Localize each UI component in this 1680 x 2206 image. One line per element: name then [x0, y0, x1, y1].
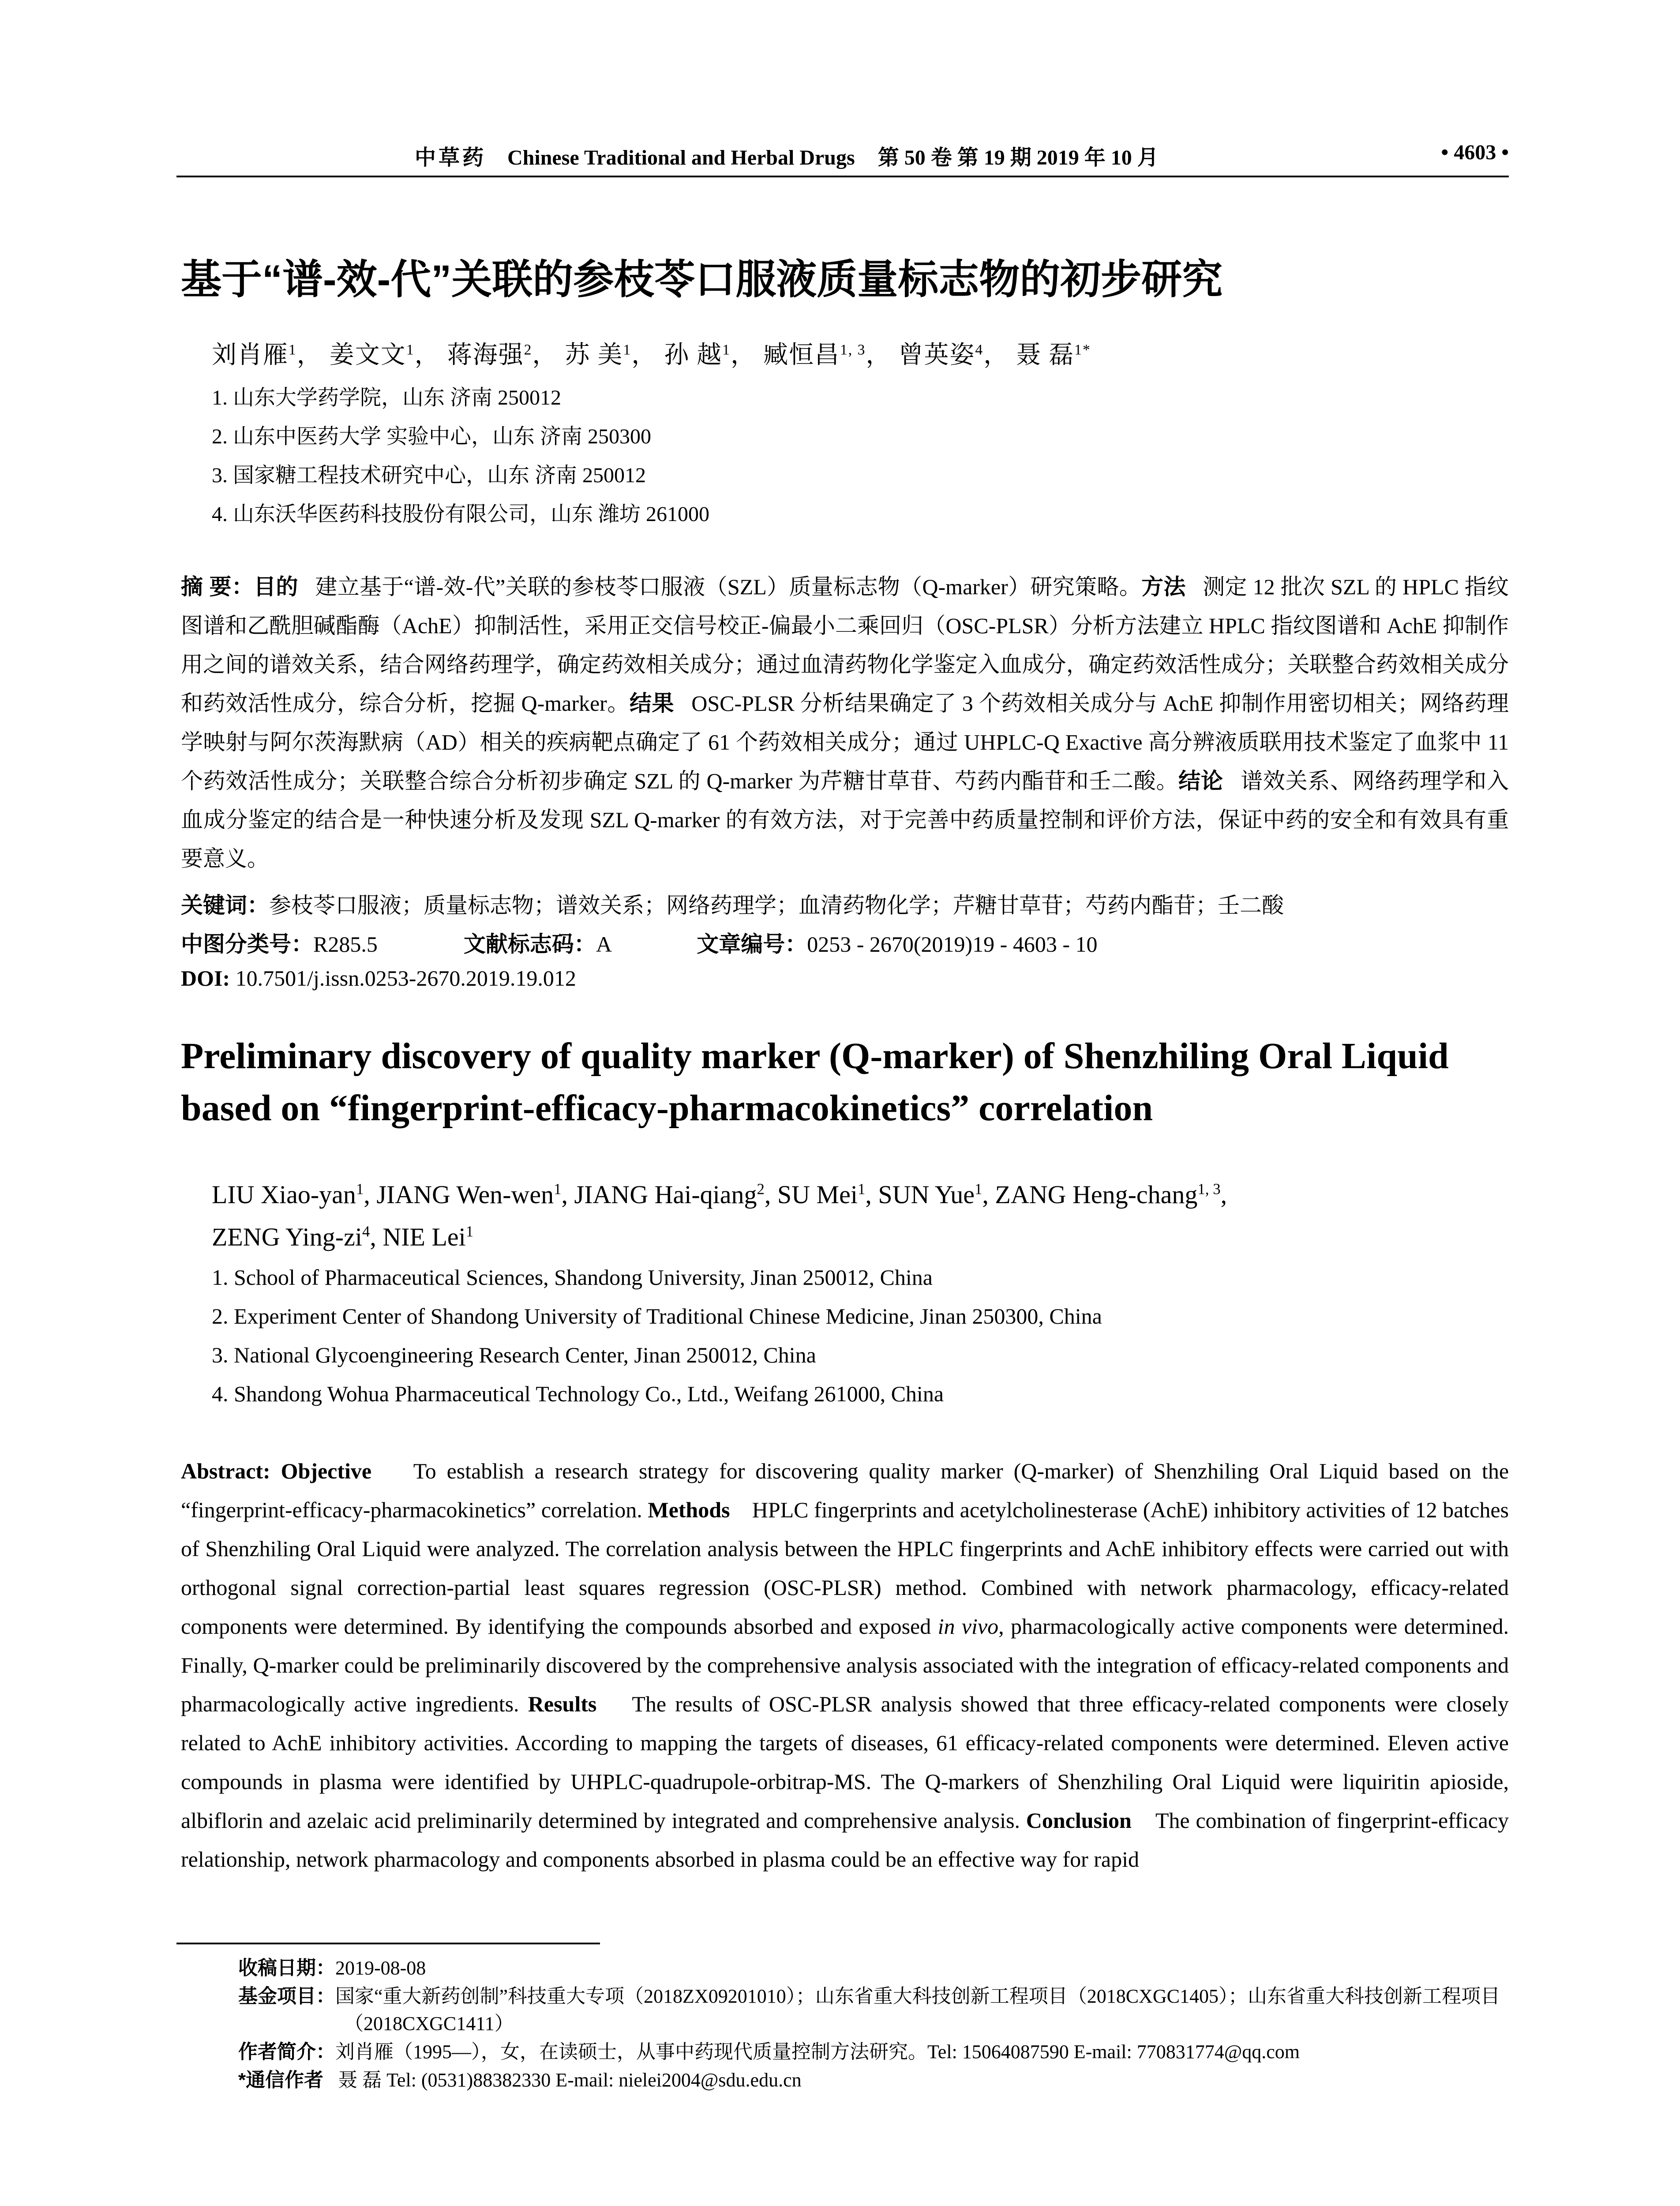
- en-conclusion-text: The combination of fingerprint-efficacy relationship, network pharmacology and components absorbed in plasma could be an effective way for rapid: [181, 1808, 1509, 1872]
- en-affiliation: 1. School of Pharmaceutical Sciences, Shandong University, Jinan 250012, China: [212, 1265, 933, 1290]
- en-affiliation: 2. Experiment Center of Shandong University of Traditional Chinese Medicine, Jinan 250300, China: [212, 1304, 1102, 1328]
- doi-value: 10.7501/j.issn.0253-2670.2019.19.012: [235, 966, 576, 990]
- en-results-text: The results of OSC-PLSR analysis showed that three efficacy-related components were closely related to AchE inhibitory activities. According to mapping the targets of diseases, 61 efficacy-related components were determined. Eleven active compounds in plasma were identified by UHPLC-quadrupole-orbitrap-MS. The Q-markers of Shenzhiling Oral Liquid were liquiritin apioside, albiflorin and azelaic acid preliminarily determined by integrated and comprehensive analysis.: [181, 1692, 1509, 1833]
- en-title: Preliminary discovery of quality marker (Q-marker) of Shenzhiling Oral Liquid based on “fingerprint-efficacy-pharmacokinetics” correlation: [181, 1035, 1449, 1129]
- en-conclusion-label: Conclusion: [1026, 1808, 1132, 1833]
- cn-author: 蒋海强$^2$: [447, 341, 532, 369]
- en-objective-label: Objective: [281, 1459, 372, 1483]
- en-abstract-label: Abstract:: [181, 1459, 270, 1483]
- keywords-text: 参枝苓口服液；质量标志物；谱效关系；网络药理学；血清药物化学；芹糖甘草苷；芍药内酯苷；壬二酸: [269, 893, 1284, 918]
- cn-keywords: [181, 888, 1284, 919]
- bio-label: 作者简介：: [238, 2041, 335, 2063]
- page-number: • 4603 •: [1441, 141, 1509, 164]
- corr-text: 聂 磊 Tel: (0531)88382330 E-mail: nielei2004@sdu.edu.cn: [338, 2069, 802, 2091]
- en-author-list: LIU Xiao-yan$^1$, JIANG Wen-wen$^1$, JIANG Hai-qiang$^2$, SU Mei$^1$, SUN Yue$^1$, ZANG Heng-chang$^{1, 3}$, ZENG Ying-$zi^4$, NIE Lei$^1$: [212, 1180, 1227, 1251]
- cn-methods-text: 测定 12 批次 SZL 的 HPLC 指纹图谱和乙酰胆碱酯酶（AchE）抑制活性，采用正交信号校正-偏最小二乘回归（OSC-PLSR）分析方法建立 HPLC 指纹图谱和 AchE 抑制作用之间的谱效关系，结合网络药理学，确定药效相关成分；通过血清药物化学鉴定入血成分，确定药效活性成分；关联整合药效相关成分和药效活性成分，综合分析，挖掘 Q-marker。: [181, 574, 1509, 716]
- cn-objective-label: 目的: [254, 574, 298, 599]
- received-date: 2019-08-08: [335, 1957, 426, 1979]
- cn-author: 刘肖雁$^1$: [212, 341, 297, 369]
- en-methods-label: Methods: [648, 1497, 730, 1522]
- journal-name-en: Chinese Traditional and Herbal Drugs: [507, 146, 855, 169]
- en-author: ZENG Ying-$zi^4$: [212, 1223, 370, 1251]
- en-objective-text: To establish a research strategy for discovering quality marker (Q-marker) of Shenzhiling Oral Liquid based on the “fingerprint-efficacy-pharmacokinetics” correlation.: [181, 1459, 1509, 1522]
- received-label: 收稿日期：: [238, 1957, 335, 1979]
- fund-label: 基金项目：: [238, 1985, 335, 2007]
- footnote-rule: [176, 1943, 600, 1944]
- en-results-label: Results: [528, 1692, 597, 1716]
- cn-abstract: [181, 567, 1509, 878]
- en-author: SUN Yue$^1$: [878, 1180, 982, 1209]
- cn-author: 孙 越$^1$: [664, 341, 731, 369]
- cn-author: 苏 美$^1$: [565, 341, 632, 369]
- en-methods-text: HPLC fingerprints and acetylcholinesterase (AchE) inhibitory activities of 12 batches of Shenzhiling Oral Liquid were analyzed. The correlation analysis between the HPLC fingerprints and AchE inhibitory effects were carried out with orthogonal signal correction-partial least squares regression (OSC-PLSR) method. Combined with network pharmacology, efficacy-related components were determined. By identifying the compounds absorbed and exposed: [181, 1497, 1509, 1639]
- cn-conclusion-text: 谱效关系、网络药理学和入血成分鉴定的结合是一种快速分析及发现 SZL Q-marker 的有效方法，对于完善中药质量控制和评价方法，保证中药的安全和有效具有重要意义。: [181, 769, 1509, 871]
- classification-line: [181, 927, 1097, 958]
- en-affiliation: 3. National Glycoengineering Research Center, Jinan 250012, China: [212, 1343, 816, 1367]
- en-abstract: [181, 1452, 1509, 1879]
- cn-results-text: OSC-PLSR 分析结果确定了 3 个药效相关成分与 AchE 抑制作用密切相关；网络药理学映射与阿尔茨海默病（AD）相关的疾病靶点确定了 61 个药效相关成分；通过 UHPLC-Q Exactive 高分辨液质联用技术鉴定了血浆中 11 个药效活性成分；关联整合综合分析初步确定 SZL 的 Q-marker 为芹糖甘草苷、芍药内酯苷和壬二酸。: [181, 691, 1509, 793]
- issue-info: 第 50 卷 第 19 期 2019 年 10 月: [878, 146, 1159, 169]
- cn-objective-text: 建立基于“谱-效-代”关联的参枝苓口服液（SZL）质量标志物（Q-marker）研究策略。: [315, 574, 1142, 599]
- clc-label: 中图分类号：: [181, 932, 313, 957]
- bio-text: 刘肖雁（1995—），女，在读硕士，从事中药现代质量控制方法研究。Tel: 15064087590 E-mail: 770831774@qq.com: [335, 2041, 1300, 2063]
- cn-affiliation: 4. 山东沃华医药科技股份有限公司，山东 潍坊 261000: [212, 503, 710, 526]
- cn-methods-label: 方法: [1141, 574, 1186, 599]
- cn-author: 聂 磊$^{1*}$: [1016, 341, 1091, 369]
- header-rule: [176, 176, 1509, 177]
- en-author: JIANG Wen-wen$^1$: [376, 1180, 562, 1209]
- journal-info: [415, 140, 1159, 171]
- footnote-received: [238, 1955, 1518, 1982]
- en-affiliation: 4. Shandong Wohua Pharmaceutical Technology Co., Ltd., Weifang 261000, China: [212, 1381, 944, 1406]
- en-methods-italic: in vivo: [938, 1614, 999, 1639]
- cn-affiliation: 3. 国家糖工程技术研究中心，山东 济南 250012: [212, 464, 646, 487]
- cn-title: 基于“谱-效-代”关联的参枝苓口服液质量标志物的初步研究: [181, 257, 1223, 302]
- article-no-label: 文章编号：: [697, 932, 807, 957]
- footnote-bio: [238, 2038, 1518, 2066]
- journal-name-cn: 中草药: [415, 146, 487, 169]
- en-author: SU Mei$^1$: [777, 1180, 866, 1209]
- cn-author: 姜文文$^1$: [329, 341, 415, 369]
- footnote-correspondence: [238, 2067, 1518, 2094]
- article-no-value: 0253 - 2670(2019)19 - 4603 - 10: [807, 932, 1098, 957]
- cn-author: 曾英姿$^4$: [898, 341, 984, 369]
- doc-code-value: A: [596, 932, 611, 957]
- doc-code-label: 文献标志码：: [463, 932, 596, 957]
- cn-conclusion-label: 结论: [1178, 769, 1223, 793]
- footnote-fund: [238, 1983, 1624, 2037]
- running-header: [176, 140, 1509, 171]
- en-author: LIU Xiao-yan$^1$: [212, 1180, 364, 1209]
- doi-line: [181, 965, 576, 991]
- en-methods-text-2: , pharmacologically active components were determined. Finally, Q-marker could be preliminarily discovered by the comprehensive analysis associated with the integration of efficacy-related components and pharmacologically active ingredients.: [181, 1614, 1509, 1716]
- cn-affiliation: 2. 山东中医药大学 实验中心，山东 济南 250300: [212, 425, 652, 448]
- en-author: ZANG Heng-chang$^{1, 3}$: [995, 1180, 1221, 1209]
- en-author: JIANG Hai-qiang$^2$: [574, 1180, 765, 1209]
- keywords-label: 关键词：: [181, 893, 269, 918]
- clc-value: R285.5: [313, 932, 378, 957]
- en-author: NIE Lei$^1$: [382, 1223, 474, 1251]
- cn-author-list: 刘肖雁$^1$， 姜文文$^1$， 蒋海强$^2$， 苏 美$^1$， 孙 越$^1$， 臧恒昌$^{1, 3}$， 曾英姿$^4$， 聂 磊$^{1*}$: [212, 341, 1091, 369]
- fund-text: 国家“重大新药创制”科技重大专项（2018ZX09201010）；山东省重大科技创新工程项目（2018CXGC1405）；山东省重大科技创新工程项目（2018CXGC1411）: [335, 1985, 1500, 2034]
- cn-results-label: 结果: [629, 691, 675, 716]
- cn-abstract-label: 摘 要：: [181, 574, 254, 599]
- corr-label: *通信作者: [238, 2069, 324, 2091]
- cn-author: 臧恒昌$^{1, 3}$: [763, 341, 866, 369]
- cn-affiliation: 1. 山东大学药学院，山东 济南 250012: [212, 386, 562, 409]
- doi-label: DOI:: [181, 966, 230, 990]
